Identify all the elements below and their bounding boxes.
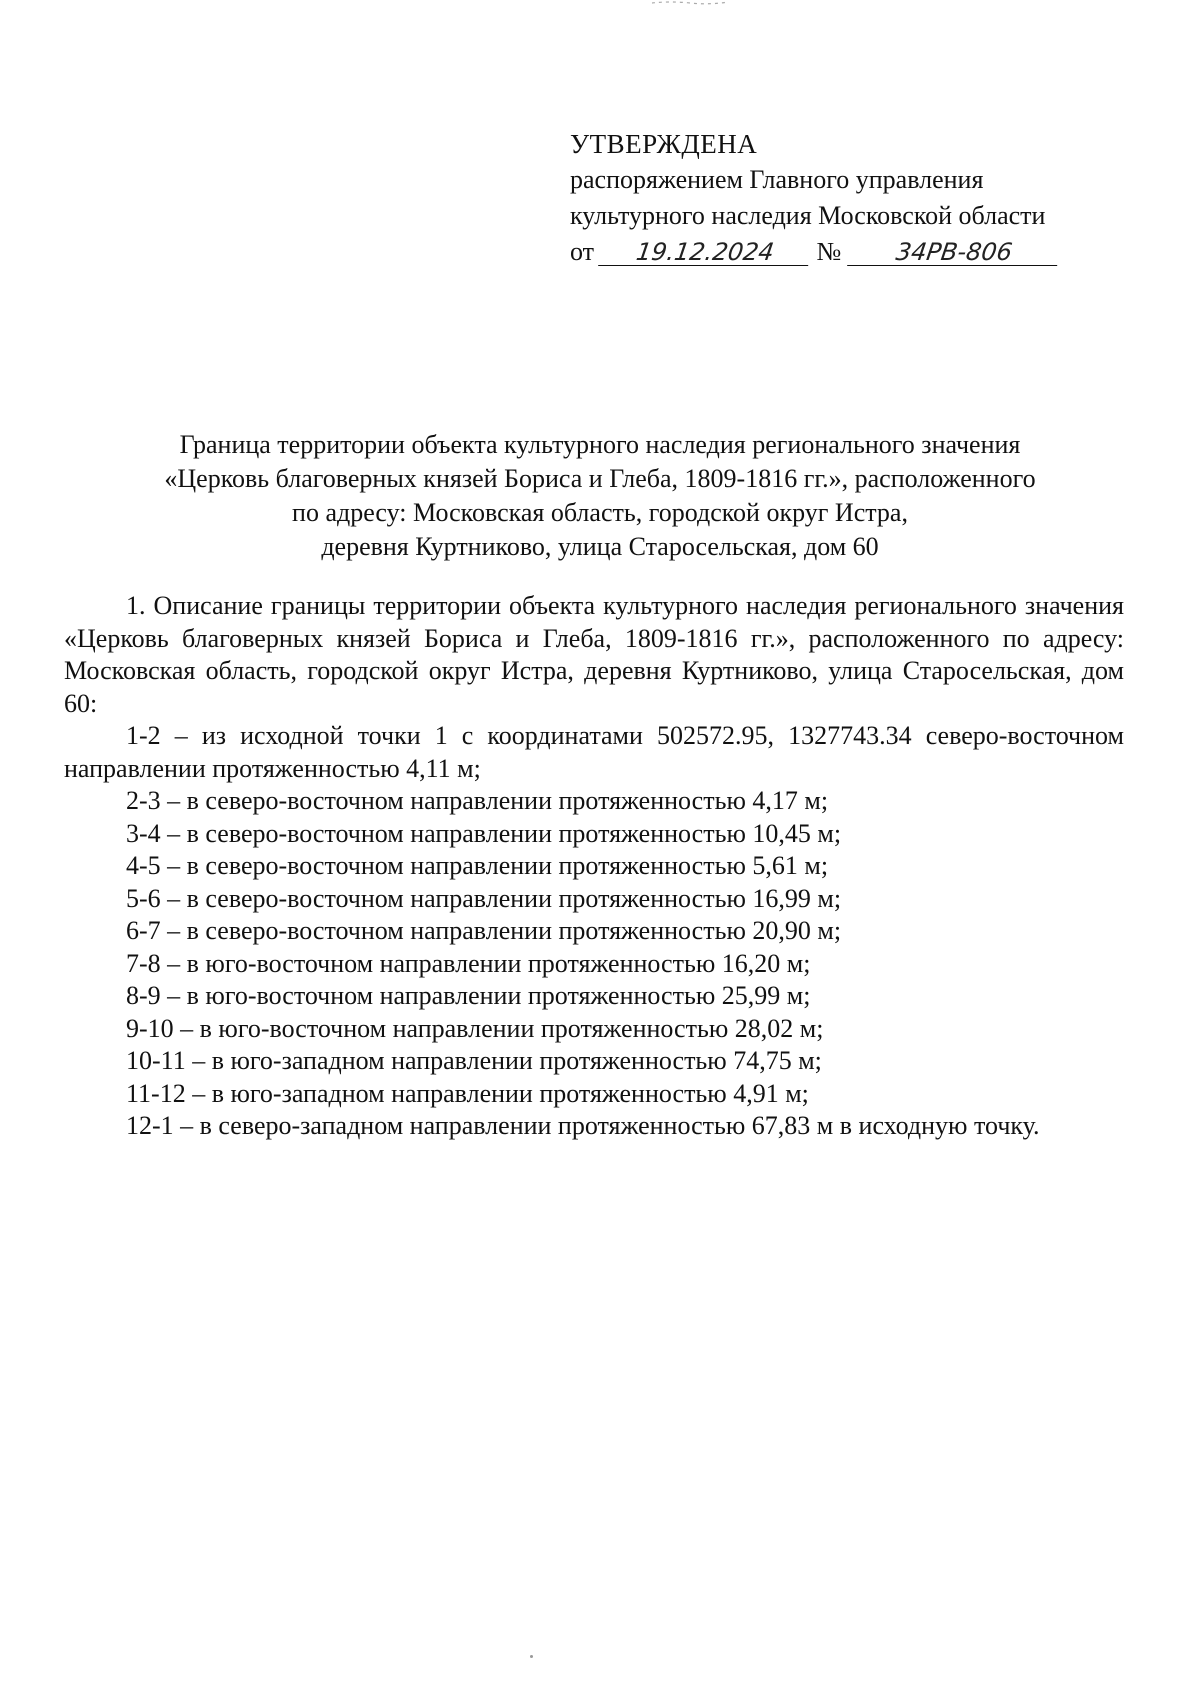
segment-item: 1-2 – из исходной точки 1 с координатами 502572.95, 1327743.34 северо-восточном направлении протяженностью 4,11 м; — [64, 721, 1124, 783]
date-prefix: от — [570, 237, 595, 266]
scan-dot — [530, 1655, 533, 1658]
segment-item: 5-6 – в северо-восточном направлении протяженностью 16,99 м; — [126, 883, 842, 913]
segment-item: 9-10 – в юго-восточном направлении протяженностью 28,02 м; — [126, 1013, 824, 1043]
handwritten-date: 19.12.2024 — [598, 239, 812, 266]
handwritten-number: 34РВ-806 — [847, 239, 1061, 266]
approval-line-1: распоряжением Главного управления — [570, 165, 984, 194]
scan-mark-icon — [650, 0, 730, 6]
segment-item: 4-5 – в северо-восточном направлении протяженностью 5,61 м; — [126, 851, 829, 880]
approval-date-number-line — [570, 234, 1110, 270]
segment-item: 3-4 – в северо-восточном направлении протяженностью 10,45 м; — [126, 818, 842, 848]
number-prefix: № — [816, 237, 842, 266]
segment-item: 7-8 – в юго-восточном направлении протяженностью 16,20 м; — [126, 948, 811, 978]
document-title — [100, 428, 1100, 564]
segment-item: 8-9 – в юго-восточном направлении протяженностью 25,99 м; — [126, 981, 811, 1010]
description-intro: 1. Описание границы территории объекта культурного наследия регионального значения «Церковь благоверных князей Бориса и Глеба, 1809-1816 гг.», расположенного по адресу: Московская область, городской округ Истра, деревня Куртниково, улица Старосельская, дом 60: — [64, 591, 1124, 718]
segment-item: 2-3 – в северо-восточном направлении протяженностью 4,17 м; — [126, 786, 829, 815]
title-line-1: Граница территории объекта культурного наследия регионального значения — [179, 430, 1021, 459]
segment-item: 12-1 – в северо-западном направлении протяженностью 67,83 м в исходную точку. — [126, 1111, 1040, 1140]
segment-item: 10-11 – в юго-западном направлении протяженностью 74,75 м; — [126, 1046, 822, 1075]
segment-item: 6-7 – в северо-восточном направлении протяженностью 20,90 м; — [126, 916, 842, 945]
boundary-description — [64, 590, 1124, 1143]
title-line-2: «Церковь благоверных князей Бориса и Глеба, 1809-1816 гг.», расположенного — [164, 464, 1036, 493]
approval-block — [570, 126, 1110, 270]
title-line-3: по адресу: Московская область, городской округ Истра, — [292, 498, 908, 527]
segment-item: 11-12 – в юго-западном направлении протяженностью 4,91 м; — [126, 1078, 809, 1108]
approval-heading: УТВЕРЖДЕНА — [570, 129, 758, 159]
title-line-4: деревня Куртниково, улица Старосельская, дом 60 — [321, 532, 879, 561]
approval-line-2: культурного наследия Московской области — [570, 201, 1046, 230]
